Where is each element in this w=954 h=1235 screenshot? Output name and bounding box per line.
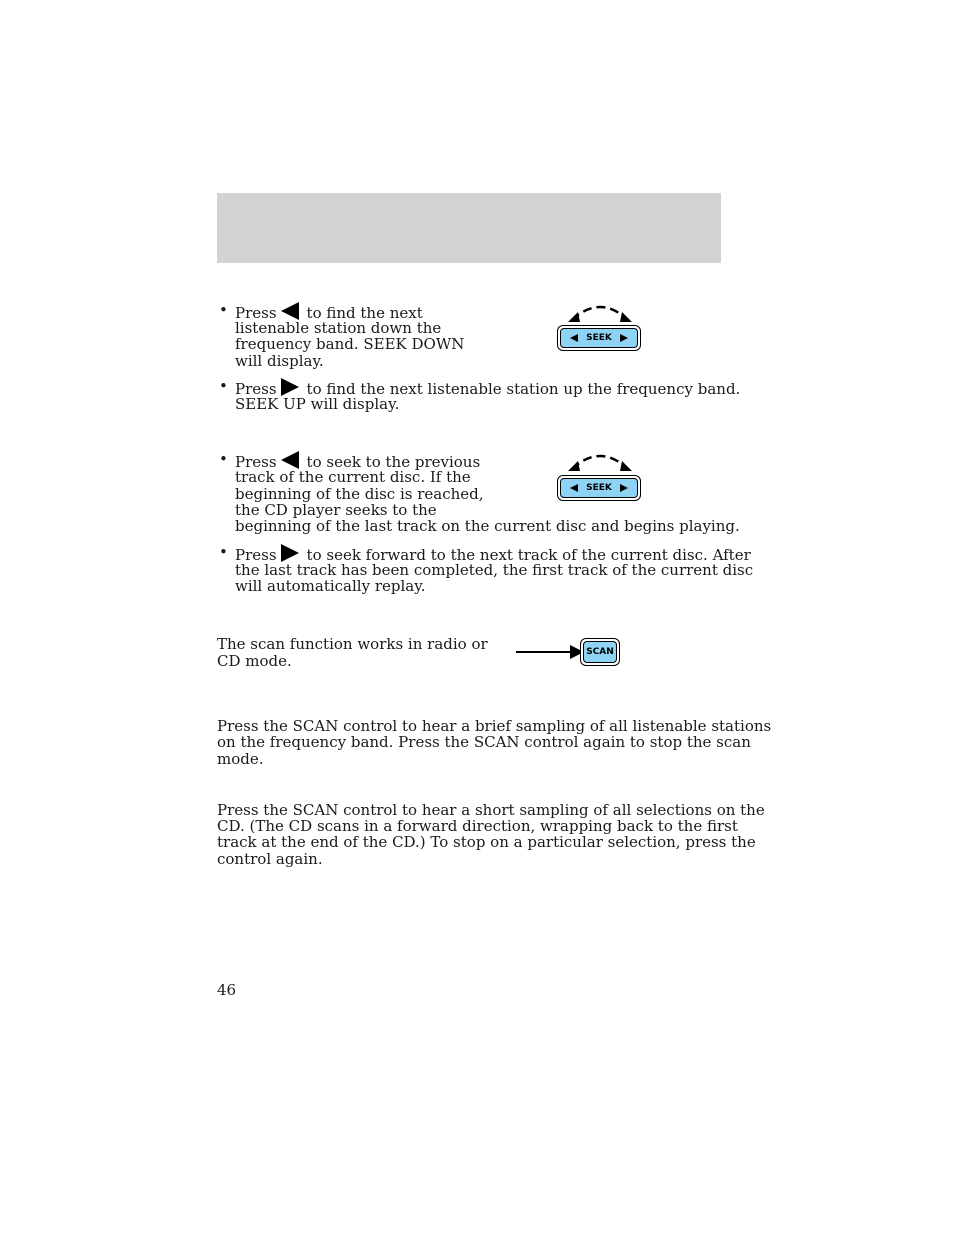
scan-intro-line1: The scan function works in radio or <box>217 635 488 653</box>
cd-prev-line3: beginning of the disc is reached, <box>235 485 484 503</box>
seek-right-icon <box>281 378 299 396</box>
seek-right-icon <box>281 544 299 562</box>
scan-intro-line2: CD mode. <box>217 652 292 670</box>
cd-scan-line4: control again. <box>217 850 323 868</box>
radio-scan-line2: on the frequency band. Press the SCAN control again to stop the scan <box>217 733 751 751</box>
scan-label: SCAN <box>583 641 617 663</box>
radio-scan-line1: Press the SCAN control to hear a brief sampling of all listenable stations <box>217 717 772 735</box>
seek-rocker-arrows-icon <box>558 449 642 475</box>
seek-down-line3: frequency band. SEEK DOWN <box>235 335 465 353</box>
cd-next-line2: the last track has been completed, the first track of the current disc <box>235 561 754 579</box>
cd-prev-line5: beginning of the last track on the current disc and begins playing. <box>235 517 740 535</box>
bullet-dot: • <box>219 377 228 395</box>
seek-left-icon <box>570 334 578 342</box>
cd-scan-line1: Press the SCAN control to hear a short sampling of all selections on the <box>217 801 765 819</box>
cd-prev-line2: track of the current disc. If the <box>235 468 471 486</box>
bullet-dot: • <box>219 301 228 319</box>
cd-prev-line4: the CD player seeks to the <box>235 501 437 519</box>
seek-down-line4: will display. <box>235 352 324 370</box>
bullet-dot: • <box>219 450 228 468</box>
scan-button-illustration <box>580 638 620 666</box>
seek-left-icon <box>570 484 578 492</box>
seek-left-icon <box>281 451 299 469</box>
seek-label: SEEK <box>586 483 612 493</box>
page-number: 46 <box>217 981 237 999</box>
seek-left-icon <box>281 302 299 320</box>
cd-next-line1: Press to seek forward to the next track of the current disc. After <box>235 546 751 564</box>
radio-scan-line3: mode. <box>217 750 264 768</box>
cd-next-line3: will automatically replay. <box>235 577 426 595</box>
cd-prev-line1: Press to seek to the previous <box>235 453 481 471</box>
seek-up-line1: Press to find the next listenable station up the frequency band. <box>235 380 741 398</box>
seek-down-line2: listenable station down the <box>235 319 442 337</box>
seek-right-icon <box>620 484 628 492</box>
seek-down-line1: Press to find the next <box>235 304 423 322</box>
bullet-dot: • <box>219 543 228 561</box>
header-band <box>217 193 721 263</box>
seek-label: SEEK <box>586 333 612 343</box>
seek-button-illustration <box>557 475 641 501</box>
seek-button-illustration <box>557 325 641 351</box>
seek-rocker-arrows-icon <box>558 300 642 326</box>
seek-up-line2: SEEK UP will display. <box>235 395 400 413</box>
pointer-arrow-icon <box>516 644 584 660</box>
seek-right-icon <box>620 334 628 342</box>
cd-scan-line3: track at the end of the CD.) To stop on a particular selection, press the <box>217 833 756 851</box>
cd-scan-line2: CD. (The CD scans in a forward direction, wrapping back to the first <box>217 817 738 835</box>
